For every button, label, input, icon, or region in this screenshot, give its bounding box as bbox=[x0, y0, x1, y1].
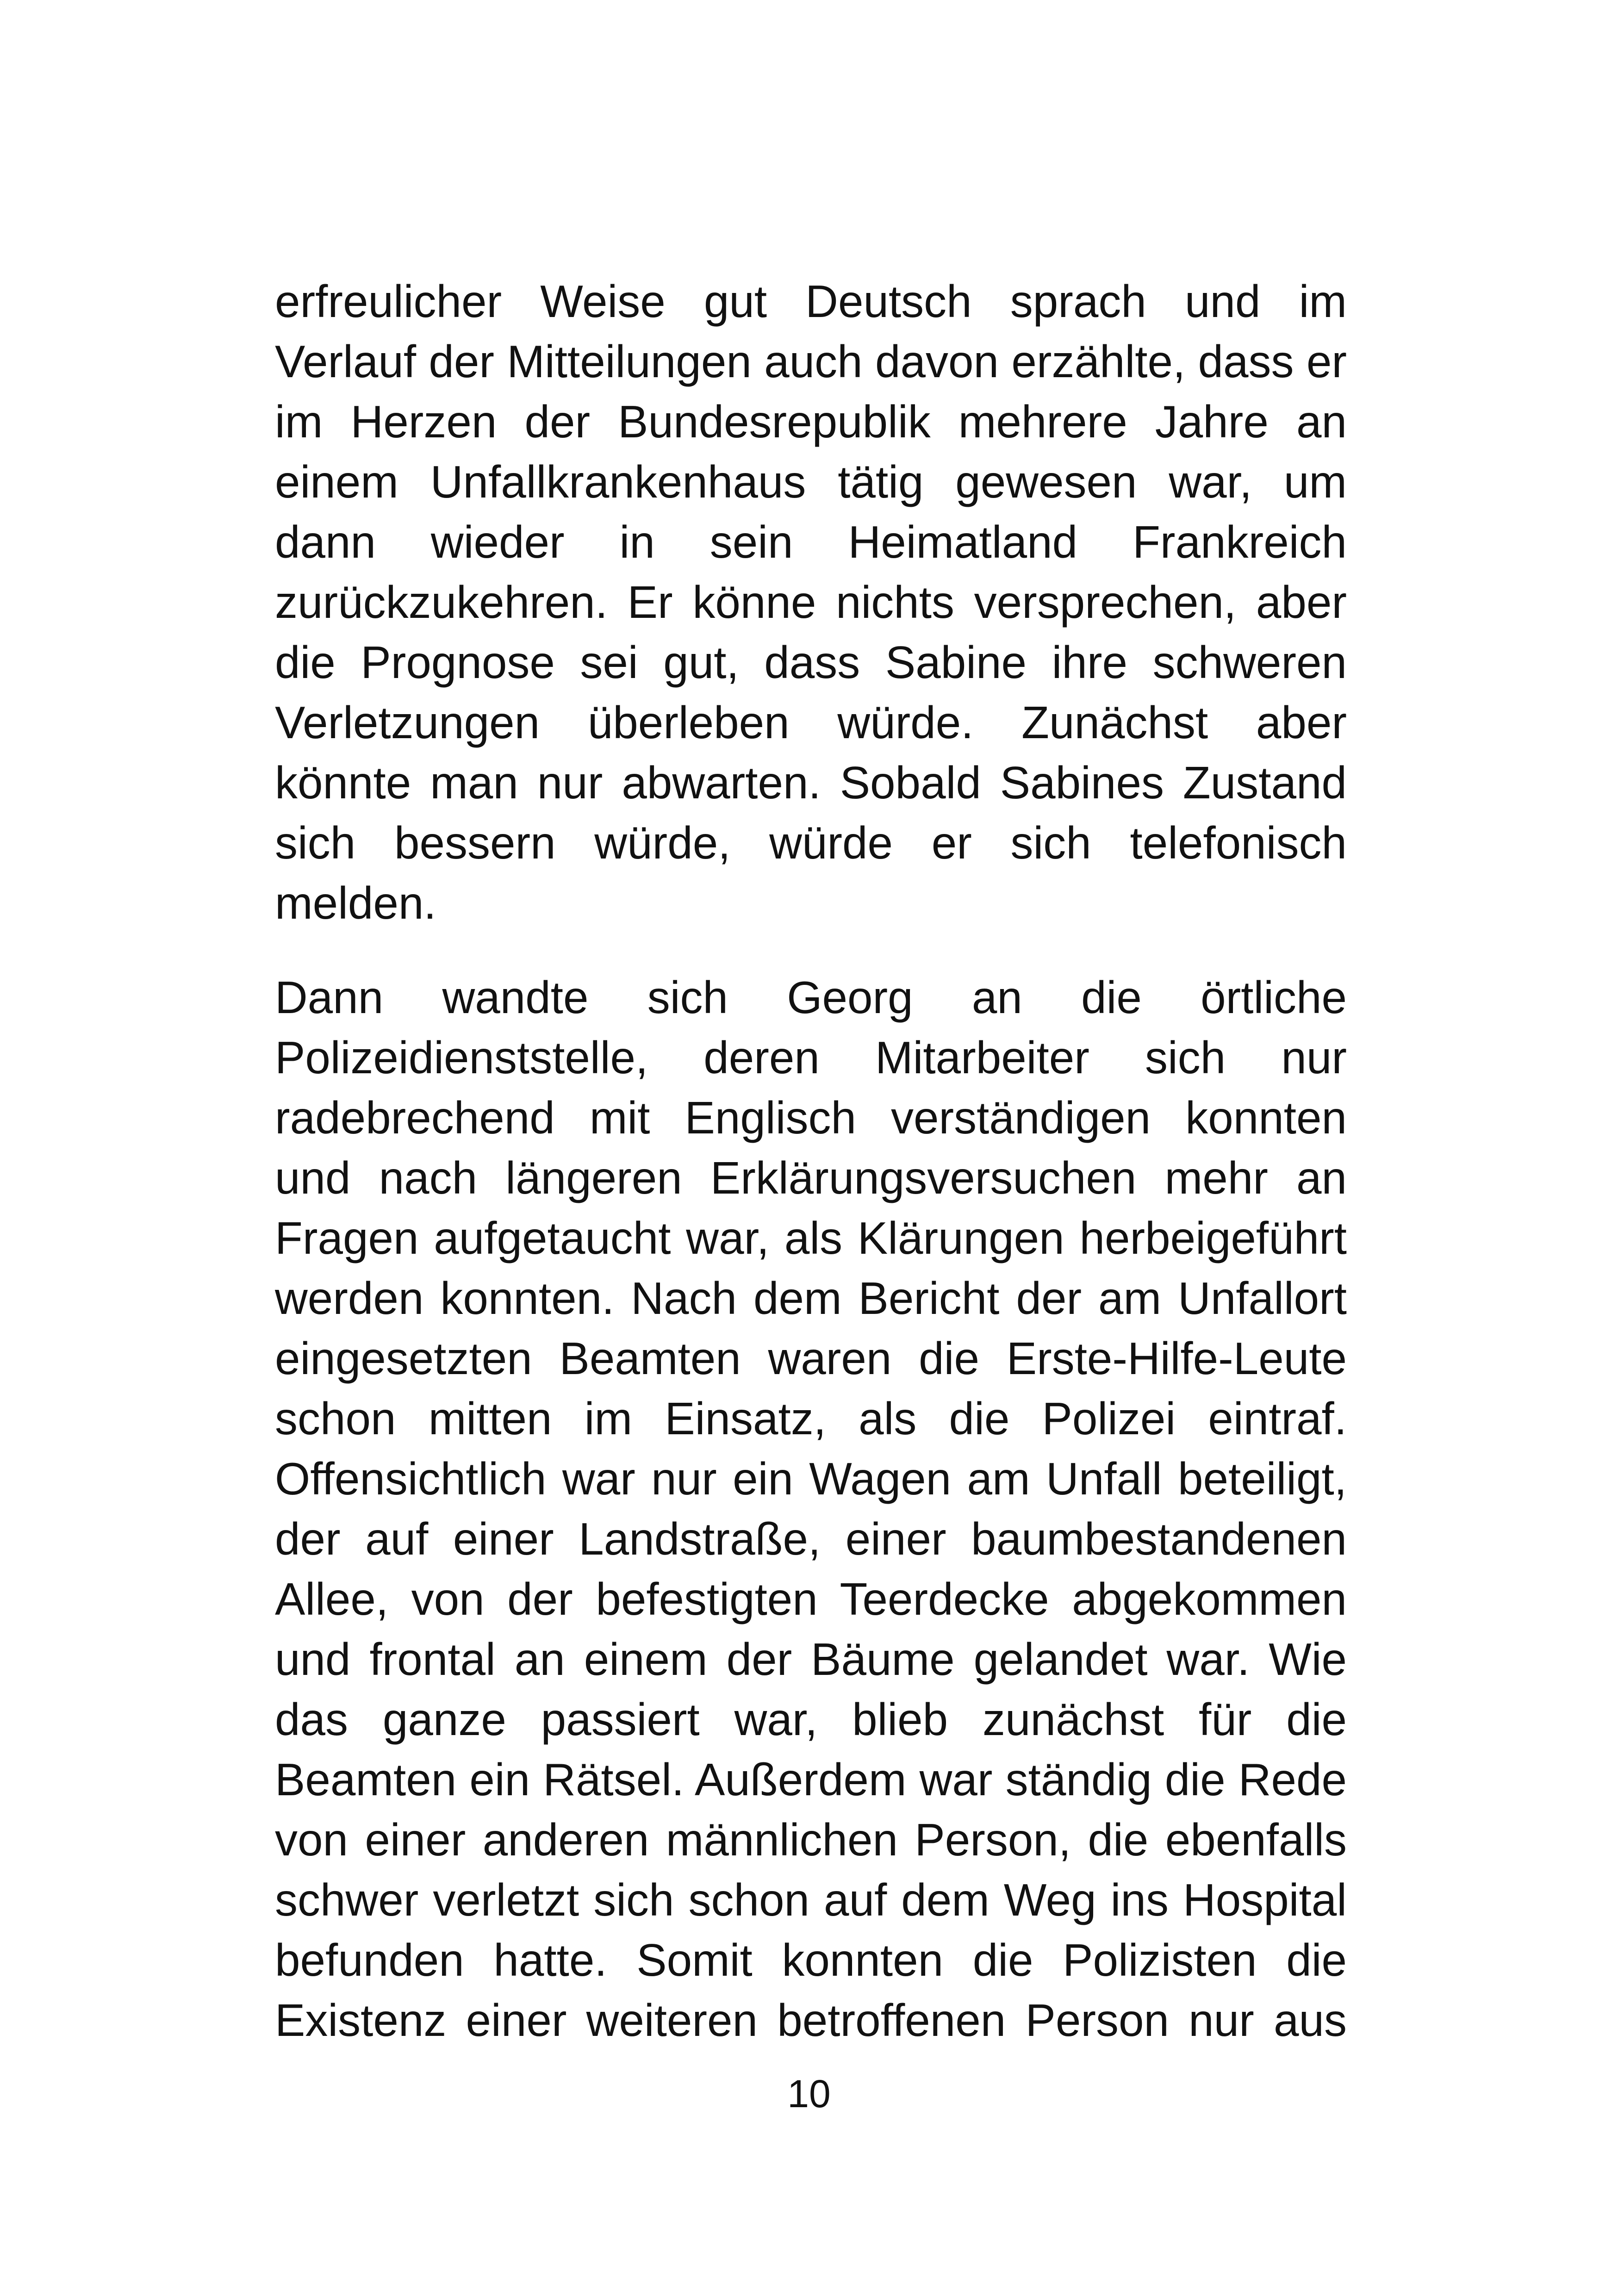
text-line: Verletzungen überleben würde. Zunächst aber bbox=[275, 697, 1347, 748]
paragraph-1 bbox=[275, 271, 1347, 933]
text-line: zurückzukehren. Er könne nichts versprechen, aber bbox=[275, 577, 1347, 628]
text-line: Allee, von der befestigten Teerdecke abgekommen bbox=[275, 1574, 1347, 1624]
text-line: sich bessern würde, würde er sich telefonisch bbox=[275, 817, 1347, 868]
text-line: das ganze passiert war, blieb zunächst für die bbox=[275, 1694, 1347, 1745]
text-line: der auf einer Landstraße, einer baumbestandenen bbox=[275, 1513, 1347, 1564]
text-line: radebrechend mit Englisch verständigen konnten bbox=[275, 1092, 1347, 1143]
text-line: schon mitten im Einsatz, als die Polizei eintraf. bbox=[275, 1393, 1347, 1444]
text-line: einem Unfallkrankenhaus tätig gewesen war, um bbox=[275, 456, 1347, 507]
text-line: Dann wandte sich Georg an die örtliche bbox=[275, 972, 1347, 1023]
text-line: von einer anderen männlichen Person, die ebenfalls bbox=[275, 1814, 1347, 1865]
text-line: und nach längeren Erklärungsversuchen mehr an bbox=[275, 1152, 1347, 1203]
text-line: schwer verletzt sich schon auf dem Weg ins Hospital bbox=[275, 1874, 1347, 1925]
text-line: Offensichtlich war nur ein Wagen am Unfall beteiligt, bbox=[275, 1453, 1347, 1504]
page-number: 10 bbox=[787, 2072, 831, 2116]
paragraph-2 bbox=[275, 967, 1347, 2050]
text-line: melden. bbox=[275, 877, 436, 928]
text-line: werden konnten. Nach dem Bericht der am Unfallort bbox=[275, 1273, 1347, 1324]
text-line: Polizeidienststelle, deren Mitarbeiter sich nur bbox=[275, 1032, 1347, 1083]
text-line: Existenz einer weiteren betroffenen Person nur aus bbox=[275, 1995, 1347, 2046]
text-line: die Prognose sei gut, dass Sabine ihre schweren bbox=[275, 637, 1347, 688]
text-line: erfreulicher Weise gut Deutsch sprach und im bbox=[275, 276, 1347, 327]
text-line: und frontal an einem der Bäume gelandet war. Wie bbox=[275, 1634, 1347, 1685]
text-line: eingesetzten Beamten waren die Erste-Hilfe-Leute bbox=[275, 1333, 1347, 1384]
text-line: im Herzen der Bundesrepublik mehrere Jahre an bbox=[275, 396, 1347, 447]
text-line: Fragen aufgetaucht war, als Klärungen herbeigeführt bbox=[275, 1213, 1347, 1263]
text-line: könnte man nur abwarten. Sobald Sabines Zustand bbox=[275, 757, 1347, 808]
text-line: befunden hatte. Somit konnten die Polizisten die bbox=[275, 1935, 1347, 1985]
text-line: dann wieder in sein Heimatland Frankreich bbox=[275, 516, 1347, 567]
text-line: Verlauf der Mitteilungen auch davon erzählte, dass er bbox=[275, 336, 1347, 387]
text-line: Beamten ein Rätsel. Außerdem war ständig die Rede bbox=[275, 1754, 1347, 1805]
